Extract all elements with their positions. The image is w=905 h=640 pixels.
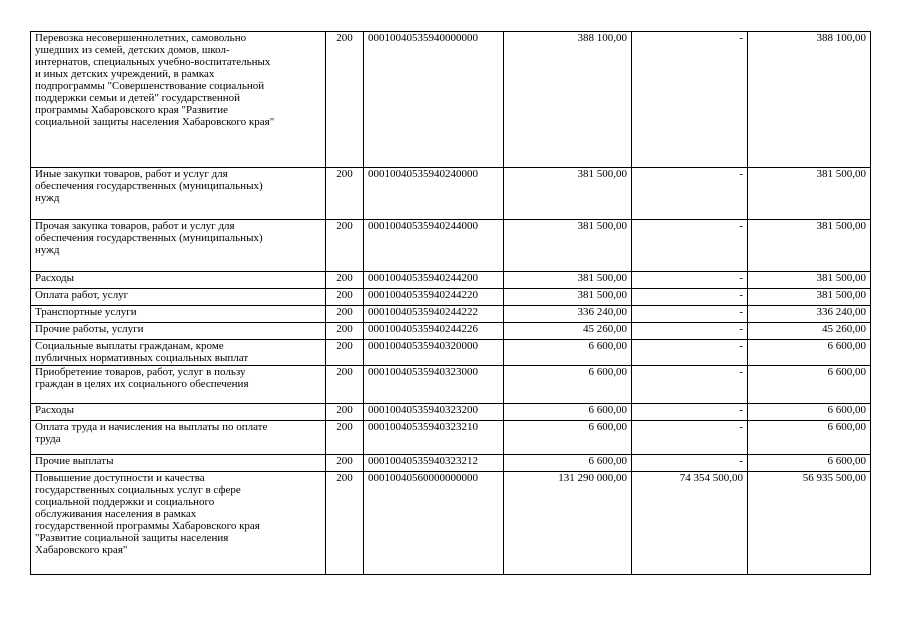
row-executed-cell: - <box>632 32 748 168</box>
row-line-code-cell: 200 <box>326 421 364 455</box>
row-executed-cell: 74 354 500,00 <box>632 472 748 575</box>
row-name-cell: Иные закупки товаров, работ и услуг для обеспечения государственных (муниципальных) нужд <box>31 168 326 220</box>
budget-execution-table <box>30 31 871 575</box>
row-budget-code-cell: 00010040535940244220 <box>364 289 504 306</box>
row-approved-cell: 6 600,00 <box>504 340 632 366</box>
row-line-code-cell: 200 <box>326 340 364 366</box>
row-line-code-cell: 200 <box>326 306 364 323</box>
table-row <box>31 289 871 306</box>
row-line-code-cell: 200 <box>326 472 364 575</box>
row-budget-code-cell: 00010040535940320000 <box>364 340 504 366</box>
row-approved-cell: 6 600,00 <box>504 404 632 421</box>
row-executed-cell: - <box>632 455 748 472</box>
row-approved-cell: 6 600,00 <box>504 366 632 404</box>
row-name-cell: Приобретение товаров, работ, услуг в пользу граждан в целях их социального обеспечения <box>31 366 326 404</box>
table-row <box>31 404 871 421</box>
row-approved-cell: 381 500,00 <box>504 289 632 306</box>
row-name-cell: Транспортные услуги <box>31 306 326 323</box>
row-name-cell: Расходы <box>31 404 326 421</box>
row-approved-cell: 131 290 000,00 <box>504 472 632 575</box>
row-unexecuted-cell: 6 600,00 <box>748 366 871 404</box>
row-unexecuted-cell: 381 500,00 <box>748 168 871 220</box>
row-unexecuted-cell: 6 600,00 <box>748 455 871 472</box>
row-unexecuted-cell: 336 240,00 <box>748 306 871 323</box>
row-line-code-cell: 200 <box>326 272 364 289</box>
row-executed-cell: - <box>632 366 748 404</box>
table-row <box>31 455 871 472</box>
row-name-cell: Прочие выплаты <box>31 455 326 472</box>
table-row <box>31 472 871 575</box>
row-executed-cell: - <box>632 323 748 340</box>
row-unexecuted-cell: 6 600,00 <box>748 404 871 421</box>
row-unexecuted-cell: 381 500,00 <box>748 289 871 306</box>
row-budget-code-cell: 00010040535940244226 <box>364 323 504 340</box>
row-budget-code-cell: 00010040535940000000 <box>364 32 504 168</box>
row-executed-cell: - <box>632 168 748 220</box>
table-row <box>31 168 871 220</box>
row-line-code-cell: 200 <box>326 366 364 404</box>
row-executed-cell: - <box>632 340 748 366</box>
table-row <box>31 306 871 323</box>
row-budget-code-cell: 00010040535940323210 <box>364 421 504 455</box>
row-line-code-cell: 200 <box>326 32 364 168</box>
row-budget-code-cell: 00010040535940323212 <box>364 455 504 472</box>
row-executed-cell: - <box>632 306 748 323</box>
row-executed-cell: - <box>632 289 748 306</box>
row-unexecuted-cell: 6 600,00 <box>748 340 871 366</box>
row-executed-cell: - <box>632 421 748 455</box>
row-line-code-cell: 200 <box>326 168 364 220</box>
table-row <box>31 32 871 168</box>
row-name-cell: Прочие работы, услуги <box>31 323 326 340</box>
row-line-code-cell: 200 <box>326 289 364 306</box>
row-approved-cell: 381 500,00 <box>504 272 632 289</box>
row-name-cell: Повышение доступности и качества государственных социальных услуг в сфере социальной поддержки и социального обслуживания населения в рамках государственной программы Хабаровского края "Развитие социальной защиты населения Хабаровского края" <box>31 472 326 575</box>
row-line-code-cell: 200 <box>326 455 364 472</box>
row-name-cell: Перевозка несовершеннолетних, самовольно ушедших из семей, детских домов, школ- интернатов, специальных учебно-воспитательных и иных детских учреждений, в рамках подпрограммы "Совершенствование социальной поддержки семьи и детей" государственной программы Хабаровского края "Развитие социальной защиты населения Хабаровского края" <box>31 32 326 168</box>
table-row <box>31 340 871 366</box>
row-line-code-cell: 200 <box>326 323 364 340</box>
table-row <box>31 366 871 404</box>
row-name-cell: Расходы <box>31 272 326 289</box>
row-line-code-cell: 200 <box>326 404 364 421</box>
table-row <box>31 421 871 455</box>
row-unexecuted-cell: 56 935 500,00 <box>748 472 871 575</box>
table-row <box>31 220 871 272</box>
row-budget-code-cell: 00010040535940323000 <box>364 366 504 404</box>
row-unexecuted-cell: 381 500,00 <box>748 272 871 289</box>
row-budget-code-cell: 00010040560000000000 <box>364 472 504 575</box>
row-name-cell: Прочая закупка товаров, работ и услуг для обеспечения государственных (муниципальных) нужд <box>31 220 326 272</box>
row-executed-cell: - <box>632 272 748 289</box>
table-row <box>31 272 871 289</box>
row-executed-cell: - <box>632 404 748 421</box>
row-approved-cell: 388 100,00 <box>504 32 632 168</box>
table-row <box>31 323 871 340</box>
table-body <box>31 32 871 575</box>
row-line-code-cell: 200 <box>326 220 364 272</box>
row-approved-cell: 6 600,00 <box>504 421 632 455</box>
row-unexecuted-cell: 381 500,00 <box>748 220 871 272</box>
row-approved-cell: 336 240,00 <box>504 306 632 323</box>
row-name-cell: Оплата работ, услуг <box>31 289 326 306</box>
row-approved-cell: 381 500,00 <box>504 168 632 220</box>
row-budget-code-cell: 00010040535940323200 <box>364 404 504 421</box>
row-unexecuted-cell: 388 100,00 <box>748 32 871 168</box>
row-unexecuted-cell: 6 600,00 <box>748 421 871 455</box>
row-approved-cell: 45 260,00 <box>504 323 632 340</box>
row-name-cell: Оплата труда и начисления на выплаты по оплате труда <box>31 421 326 455</box>
row-approved-cell: 6 600,00 <box>504 455 632 472</box>
row-name-cell: Социальные выплаты гражданам, кроме публичных нормативных социальных выплат <box>31 340 326 366</box>
row-unexecuted-cell: 45 260,00 <box>748 323 871 340</box>
row-budget-code-cell: 00010040535940244000 <box>364 220 504 272</box>
row-budget-code-cell: 00010040535940244200 <box>364 272 504 289</box>
row-approved-cell: 381 500,00 <box>504 220 632 272</box>
row-budget-code-cell: 00010040535940244222 <box>364 306 504 323</box>
row-budget-code-cell: 00010040535940240000 <box>364 168 504 220</box>
row-executed-cell: - <box>632 220 748 272</box>
